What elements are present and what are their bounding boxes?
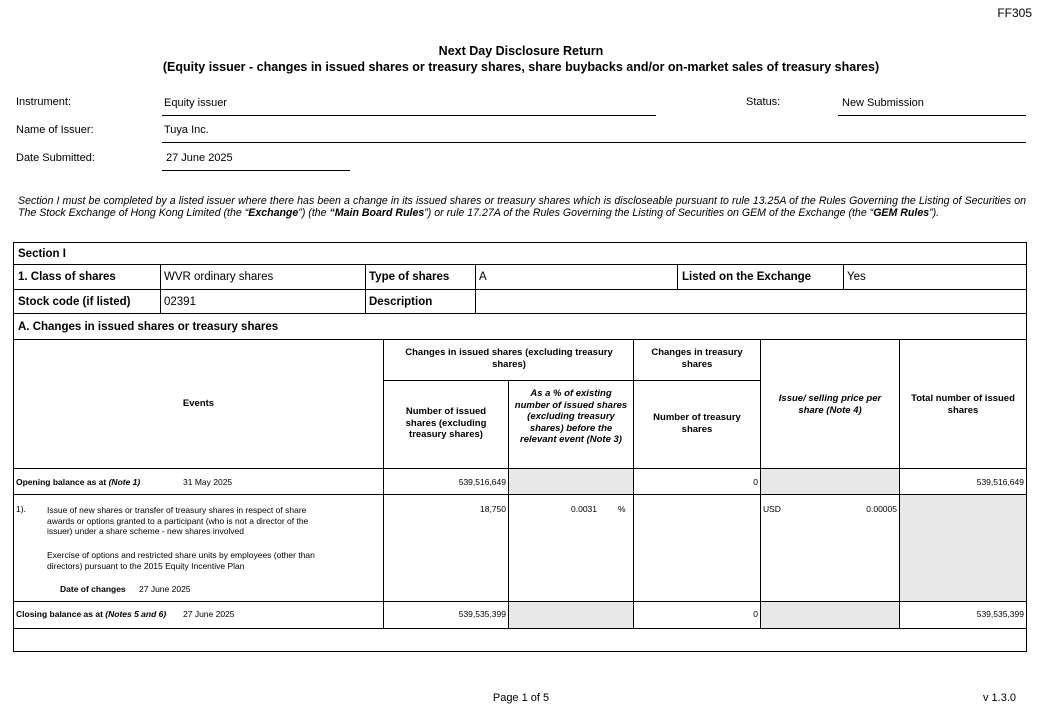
col-issued-group: Changes in issued shares (excluding treasury shares) [405,347,613,370]
col-treasury-group: Changes in treasury shares [651,347,743,370]
event-issued: 18,750 [480,504,506,514]
instrument-value: Equity issuer [164,97,227,109]
date-underline [162,170,350,171]
event-total-shade [900,495,1026,601]
col-total: Total number of issued shares [911,393,1015,416]
closing-treasury: 0 [753,609,758,619]
section-title: Section I [18,247,66,260]
class-value: WVR ordinary shares [164,271,274,283]
stock-code-value: 02391 [164,295,196,308]
issuer-underline [162,142,1026,143]
opening-label: Opening balance as at (Note 1) [16,477,141,487]
event-remarks: Exercise of options and restricted share units by employees (other than directors) pursuant to the 2015 Equity Incentive Plan [47,550,315,571]
col-events: Events [182,398,215,409]
event-index: 1). [16,504,26,514]
form-code: FF305 [997,6,1032,20]
section-instructions: Section I must be completed by a listed issuer where there has been a change in its issued shares or treasury shares which is discloseable pursuant to rule 13.25A of the Rules Governing the Listing of Securities on The Stock Exchange of Hong Kong Limited (the “Exchange”) (the “Main Board Rules”) or rule 17.27A of the Rules Governing the Listing of Securities on GEM of the Exchange (the “GEM Rules”). [18,195,1026,220]
issuer-label: Name of Issuer: [16,124,94,136]
closing-pct-shade [509,602,633,628]
status-underline [838,115,1026,116]
event-currency: USD [763,504,781,514]
page-title: Next Day Disclosure Return [438,44,604,58]
closing-label: Closing balance as at (Notes 5 and 6) [16,609,167,619]
event-date-label: Date of changes [60,584,126,594]
page-number: Page 1 of 5 [492,692,550,704]
opening-date: 31 May 2025 [183,477,233,487]
stock-code-label: Stock code (if listed) [18,295,131,308]
closing-date: 27 June 2025 [183,609,235,619]
instrument-underline [162,115,656,116]
opening-price-shade [761,469,899,494]
closing-total: 539,535,399 [976,609,1024,619]
event-price: 0.00005 [866,504,897,514]
changes-subtitle: A. Changes in issued shares or treasury shares [18,320,279,333]
event-date-value: 27 June 2025 [139,584,191,594]
page-subtitle: (Equity issuer - changes in issued shares or treasury shares, share buybacks and/or on-market sales of treasury shares) [162,60,880,74]
col-issued-pct: As a % of existing number of issued shares (excluding treasury shares) before the relevant event (Note 3) [514,388,628,445]
closing-price-shade [761,602,899,628]
issuer-value: Tuya Inc. [164,124,209,136]
opening-total: 539,516,649 [976,477,1024,487]
type-label: Type of shares [369,271,450,283]
opening-pct-shade [509,469,633,494]
date-submitted-value: 27 June 2025 [166,152,233,164]
date-submitted-label: Date Submitted: [16,152,95,164]
status-value: New Submission [842,97,924,109]
col-price: Issue/ selling price per share (Note 4) [778,393,882,416]
version: v 1.3.0 [982,692,1016,704]
opening-treasury: 0 [753,477,758,487]
col-treasury-number: Number of treasury shares [653,412,741,435]
event-pct-sign: % [618,504,626,514]
class-label: 1. Class of shares [18,271,116,283]
event-pct: 0.0031 [571,504,597,514]
description-label: Description [369,295,433,308]
event-description: Issue of new shares or transfer of treasury shares in respect of share awards or options granted to a participant (who is not a director of the issuer) under a share scheme - new shares involved [47,505,309,536]
closing-issued: 539,535,399 [458,609,506,619]
type-value: A [479,271,487,283]
col-issued-number: Number of issued shares (excluding treasury shares) [405,406,487,440]
opening-issued: 539,516,649 [458,477,506,487]
listed-value: Yes [847,271,866,283]
instrument-label: Instrument: [16,96,72,108]
listed-label: Listed on the Exchange [682,271,812,283]
status-label: Status: [746,96,781,108]
